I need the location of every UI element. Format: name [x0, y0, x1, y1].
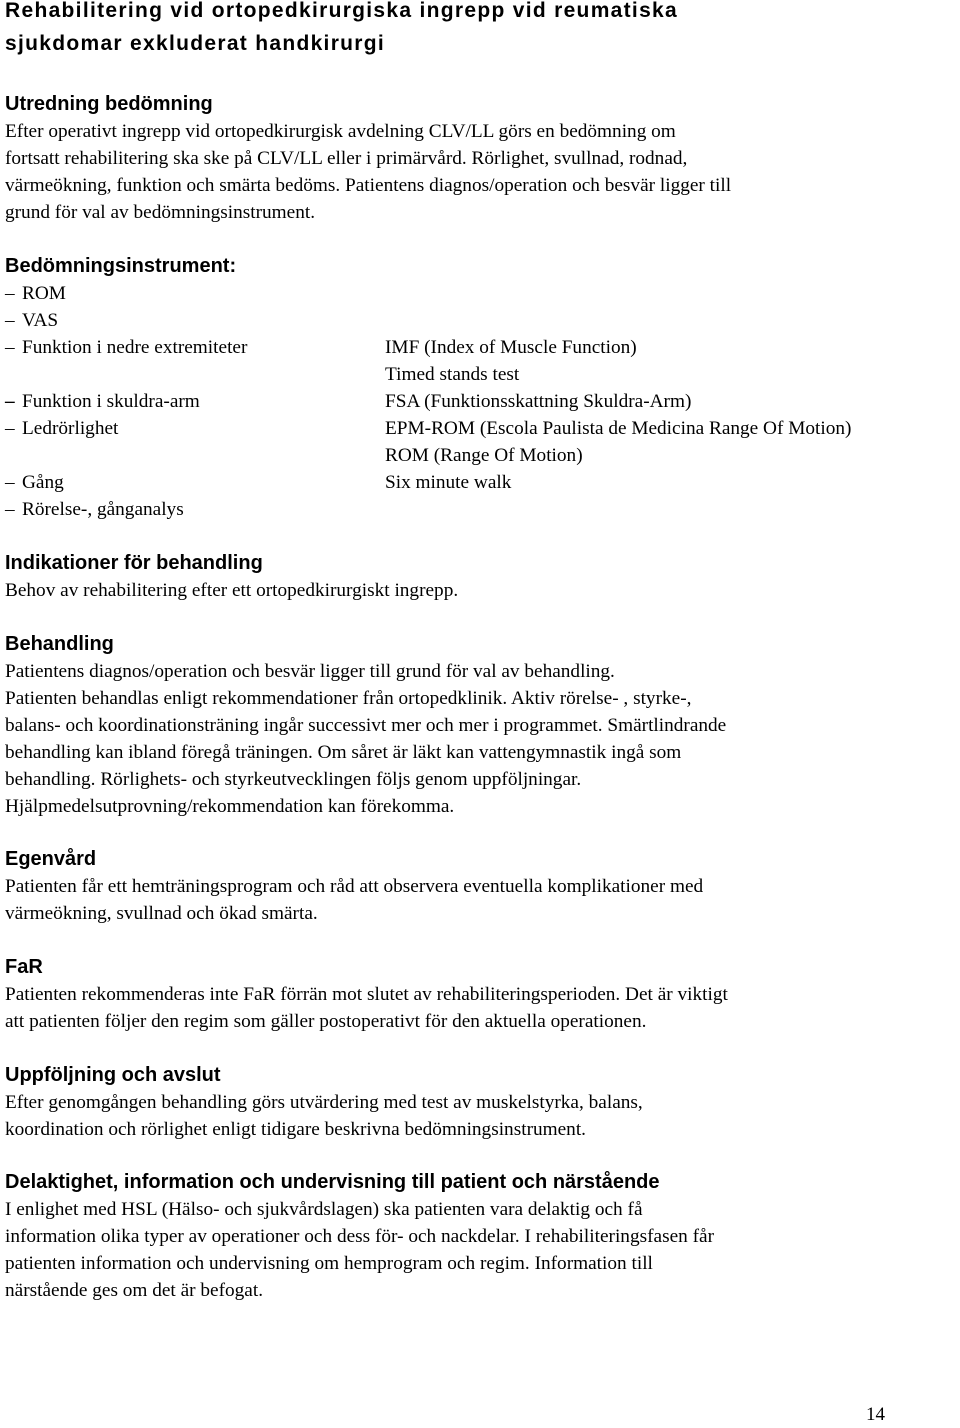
body-line: balans- och koordinationsträning ingår successivt mer och mer i programmet. Smärtlindrande: [5, 715, 727, 736]
section-heading-instruments: Bedömningsinstrument:: [5, 255, 237, 277]
body-line: behandling kan ibland föregå träningen. Om såret är läkt kan vattengymnastik ingå som: [5, 742, 682, 763]
body-line: Patientens diagnos/operation och besvär ligger till grund för val av behandling.: [5, 661, 615, 682]
section-body-behandling: [5, 658, 726, 820]
instrument-row: [5, 334, 955, 361]
body-line: behandling. Rörlighets- och styrkeutvecklingen följs genom uppföljningar.: [5, 769, 582, 790]
section-heading-far: FaR: [5, 956, 43, 978]
body-line: närstående ges om det är befogat.: [5, 1280, 264, 1301]
instrument-label: Funktion i skuldra-arm: [22, 391, 200, 412]
body-line: fortsatt rehabilitering ska ske på CLV/LL eller i primärvård. Rörlighet, svullnad, rodnad,: [5, 148, 688, 169]
instrument-label: Rörelse-, gånganalys: [22, 499, 184, 520]
body-line: Patienten rekommenderas inte FaR förrän mot slutet av rehabiliteringsperioden. Det är viktigt: [5, 984, 728, 1005]
instrument-label: VAS: [22, 310, 59, 331]
section-body-delaktighet: [5, 1196, 714, 1304]
body-line: Efter genomgången behandling görs utvärdering med test av muskelstyrka, balans,: [5, 1092, 643, 1113]
instrument-value: FSA (Funktionsskattning Skuldra-Arm): [385, 391, 692, 412]
document-title-line-1: Rehabilitering vid ortopedkirurgiska ingrepp vid reumatiska: [5, 0, 679, 22]
section-heading-utredning: Utredning bedömning: [5, 93, 213, 115]
dash-bullet: –: [5, 418, 15, 439]
dash-bullet: –: [5, 310, 15, 331]
instrument-value: Timed stands test: [385, 364, 520, 385]
instrument-value: ROM (Range Of Motion): [385, 445, 583, 466]
instrument-row: [5, 415, 955, 442]
instrument-label: ROM: [22, 283, 66, 304]
body-line: patienten information och undervisning om hemprogram och regim. Information till: [5, 1253, 653, 1274]
body-line: Efter operativt ingrepp vid ortopedkirurgisk avdelning CLV/LL görs en bedömning om: [5, 121, 676, 142]
instrument-row: [5, 361, 955, 388]
section-heading-indikationer: Indikationer för behandling: [5, 552, 263, 574]
dash-bullet: –: [5, 391, 15, 412]
body-line: Hjälpmedelsutprovning/rekommendation kan förekomma.: [5, 796, 455, 817]
body-line: värmeökning, svullnad och ökad smärta.: [5, 903, 318, 924]
section-heading-delaktighet: Delaktighet, information och undervisning till patient och närstående: [5, 1171, 660, 1193]
dash-bullet: –: [5, 283, 15, 304]
body-line: koordination och rörlighet enligt tidigare beskrivna bedömningsinstrument.: [5, 1119, 586, 1140]
section-heading-uppfoljning: Uppföljning och avslut: [5, 1064, 221, 1086]
instrument-row: [5, 442, 955, 469]
document-title-line-2: sjukdomar exkluderat handkirurgi: [5, 32, 386, 55]
section-body-egenvard: [5, 873, 703, 927]
instrument-value: EPM-ROM (Escola Paulista de Medicina Range Of Motion): [385, 418, 852, 439]
section-heading-behandling: Behandling: [5, 633, 114, 655]
instrument-label: Funktion i nedre extremiteter: [22, 337, 248, 358]
page-number: 14: [866, 1404, 885, 1425]
dash-bullet: –: [5, 337, 15, 358]
body-line: I enlighet med HSL (Hälso- och sjukvårdslagen) ska patienten vara delaktig och få: [5, 1199, 643, 1220]
section-body-far: [5, 981, 728, 1035]
section-body-uppfoljning: [5, 1089, 643, 1143]
body-line: Patienten behandlas enligt rekommendationer från ortopedklinik. Aktiv rörelse- , styrke-,: [5, 688, 692, 709]
body-line: Patienten får ett hemträningsprogram och råd att observera eventuella komplikationer med: [5, 876, 704, 897]
dash-bullet: –: [5, 472, 15, 493]
instrument-label: Gång: [22, 472, 64, 493]
instrument-row: [5, 469, 955, 496]
section-heading-egenvard: Egenvård: [5, 848, 97, 870]
instrument-row: [5, 280, 955, 307]
section-body-utredning: [5, 118, 731, 226]
dash-bullet: –: [5, 499, 15, 520]
section-body-indikationer: [5, 577, 458, 604]
body-line: att patienten följer den regim som gäller postoperativt för den aktuella operationen.: [5, 1011, 647, 1032]
instrument-value: IMF (Index of Muscle Function): [385, 337, 637, 358]
instrument-row: [5, 388, 955, 415]
body-line: Behov av rehabilitering efter ett ortopedkirurgiskt ingrepp.: [5, 580, 459, 601]
instrument-row: [5, 307, 955, 334]
instrument-row: [5, 496, 955, 523]
instrument-label: Ledrörlighet: [22, 418, 119, 439]
body-line: information olika typer av operationer och dess för- och nackdelar. I rehabiliteringsfasen får: [5, 1226, 714, 1247]
instrument-value: Six minute walk: [385, 472, 512, 493]
body-line: värmeökning, funktion och smärta bedöms. Patientens diagnos/operation och besvär ligger till: [5, 175, 732, 196]
body-line: grund för val av bedömningsinstrument.: [5, 202, 316, 223]
